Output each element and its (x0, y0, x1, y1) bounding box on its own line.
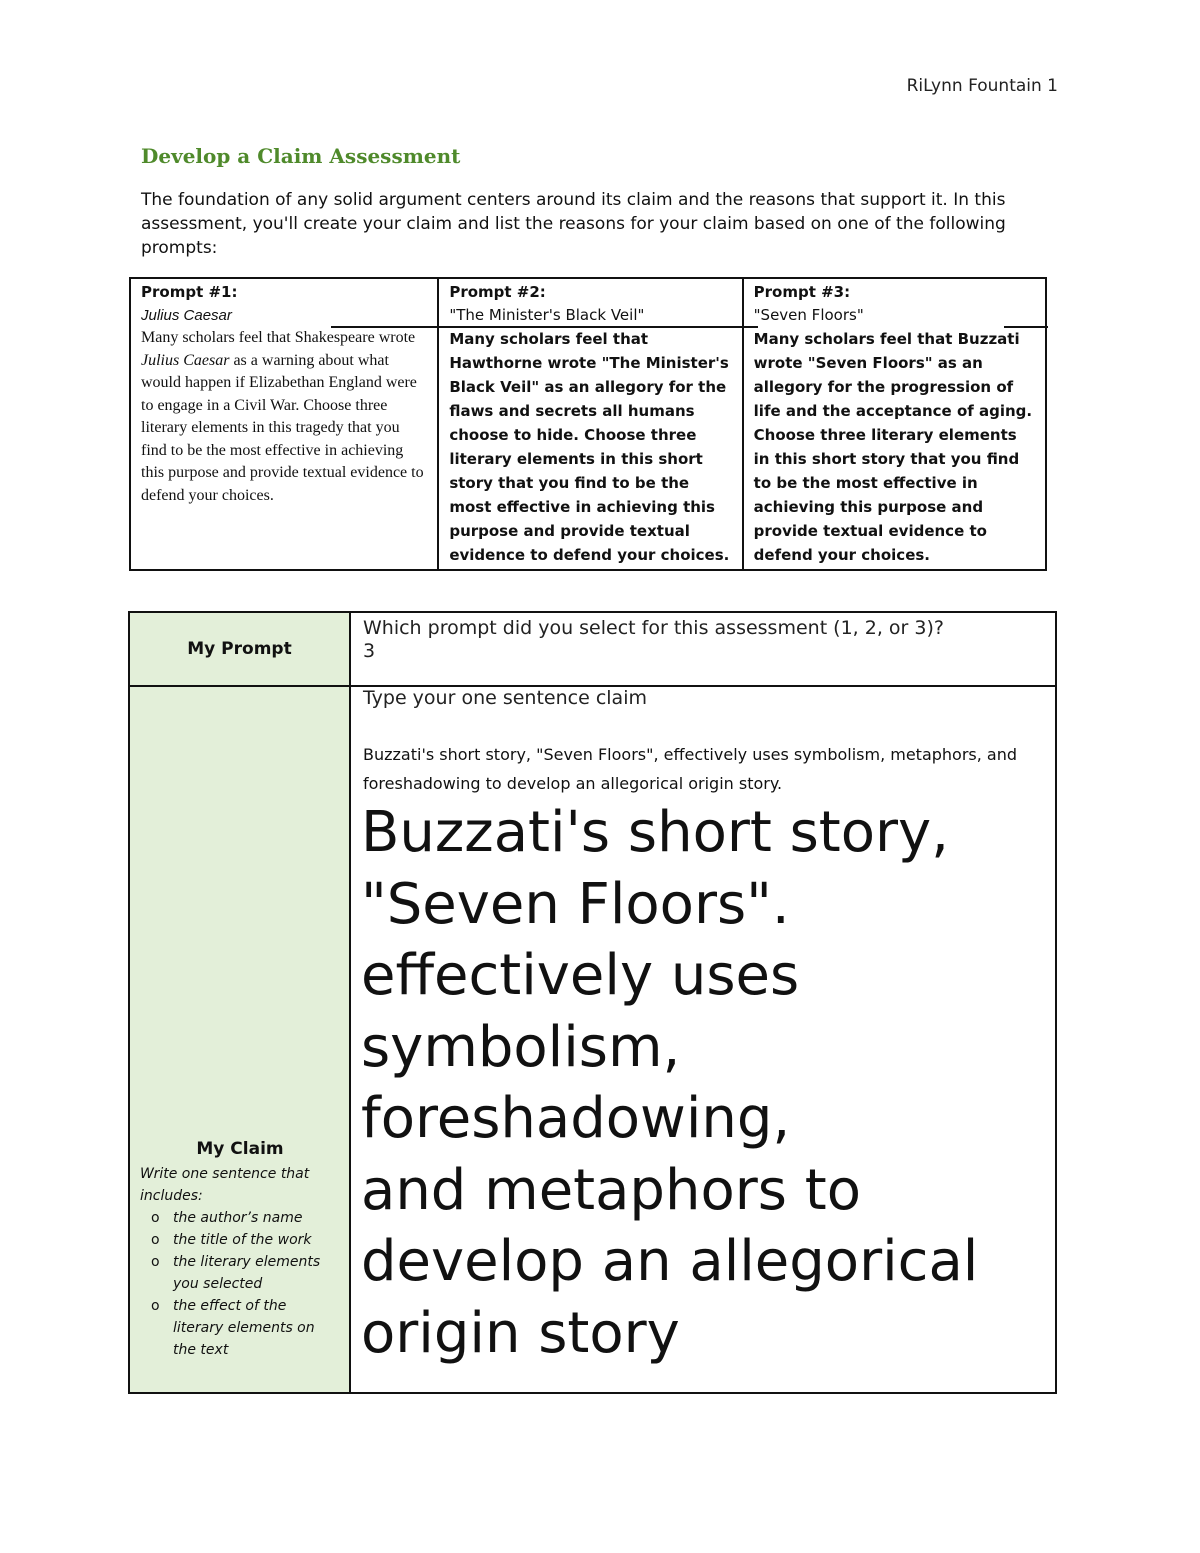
cell-divider (744, 326, 758, 328)
claim-text-large[interactable]: Buzzati's short story, "Seven Floors". effectively uses symbolism, foreshadowing, and metaphors to develop an allegorical origin story (361, 800, 979, 1366)
claim-requirements-list (140, 1207, 340, 1361)
prompt-3-body: Many scholars feel that Buzzati wrote "Seven Floors" as an allegory for the progression of life and the acceptance of aging. Choose three literary elements in this short story that you find to be the most effective in achieving this purpose and provide textual evidence to defend your choices. (753, 330, 1033, 564)
prompt-1-body: Many scholars feel that Shakespeare wrote Julius Caesar as a warning about what would happen if Elizabethan England were to engage in a Civil War. Choose three literary elements in this tragedy that you find to be the most effective in achieving this purpose and provide textual evidence to defend your choices. (141, 329, 424, 504)
prompt-question: Which prompt did you select for this assessment (1, 2, or 3)? (363, 617, 944, 639)
claim-instructions (140, 1139, 340, 1361)
list-item: o the title of the work (140, 1229, 340, 1251)
claim-text-small[interactable]: Buzzati's short story, "Seven Floors", effectively uses symbolism, metaphors, and foreshadowing to develop an allegorical origin story. (363, 745, 1018, 793)
prompt-2-label: Prompt #2: (449, 283, 546, 301)
intro-paragraph: The foundation of any solid argument centers around its claim and the reasons that support it. In this assessment, you'll create your claim and list the reasons for your claim based on one of the following prompts: (141, 190, 1006, 258)
response-table (128, 611, 1057, 1394)
cell-divider (331, 326, 438, 328)
my-claim-label-cell (130, 687, 351, 1392)
prompt-2-work: "The Minister's Black Veil" (449, 306, 645, 324)
prompt-3-work: "Seven Floors" (753, 306, 864, 324)
my-claim-label: My Claim (196, 1139, 284, 1159)
my-prompt-label: My Prompt (187, 639, 292, 659)
prompt-1-label: Prompt #1: (141, 283, 238, 301)
prompt-3-label: Prompt #3: (753, 283, 851, 301)
claim-hint: Type your one sentence claim (363, 687, 647, 709)
prompt-3-cell (742, 279, 1045, 569)
cell-divider (439, 326, 744, 328)
list-item: o the effect of the literary elements on the text (140, 1295, 340, 1361)
prompt-1-work: Julius Caesar (141, 307, 232, 324)
my-claim-answer-cell[interactable] (351, 687, 1055, 1392)
page-title: Develop a Claim Assessment (141, 144, 461, 168)
prompt-2-body: Many scholars feel that Hawthorne wrote "The Minister's Black Veil" as an allegory for the flaws and secrets all humans choose to hide. Choose three literary elements in this short story that you find to be the most effective in achieving this purpose and provide textual evidence to defend your choices. (449, 330, 730, 564)
claim-instructions-text: Write one sentence that includes: (140, 1166, 310, 1204)
prompt-answer[interactable]: 3 (363, 640, 376, 662)
my-claim-row (130, 687, 1055, 1392)
my-prompt-row (130, 613, 1055, 687)
my-prompt-answer-cell[interactable] (351, 613, 1055, 685)
page-header: RiLynn Fountain 1 (906, 76, 1058, 96)
prompts-table (129, 277, 1047, 571)
prompt-2-cell (437, 279, 741, 569)
prompt-1-cell (131, 279, 437, 569)
list-item: o the author’s name (140, 1207, 340, 1229)
list-item: o the literary elements you selected (140, 1251, 340, 1295)
cell-divider (1004, 326, 1048, 328)
my-prompt-label-cell (130, 613, 351, 685)
